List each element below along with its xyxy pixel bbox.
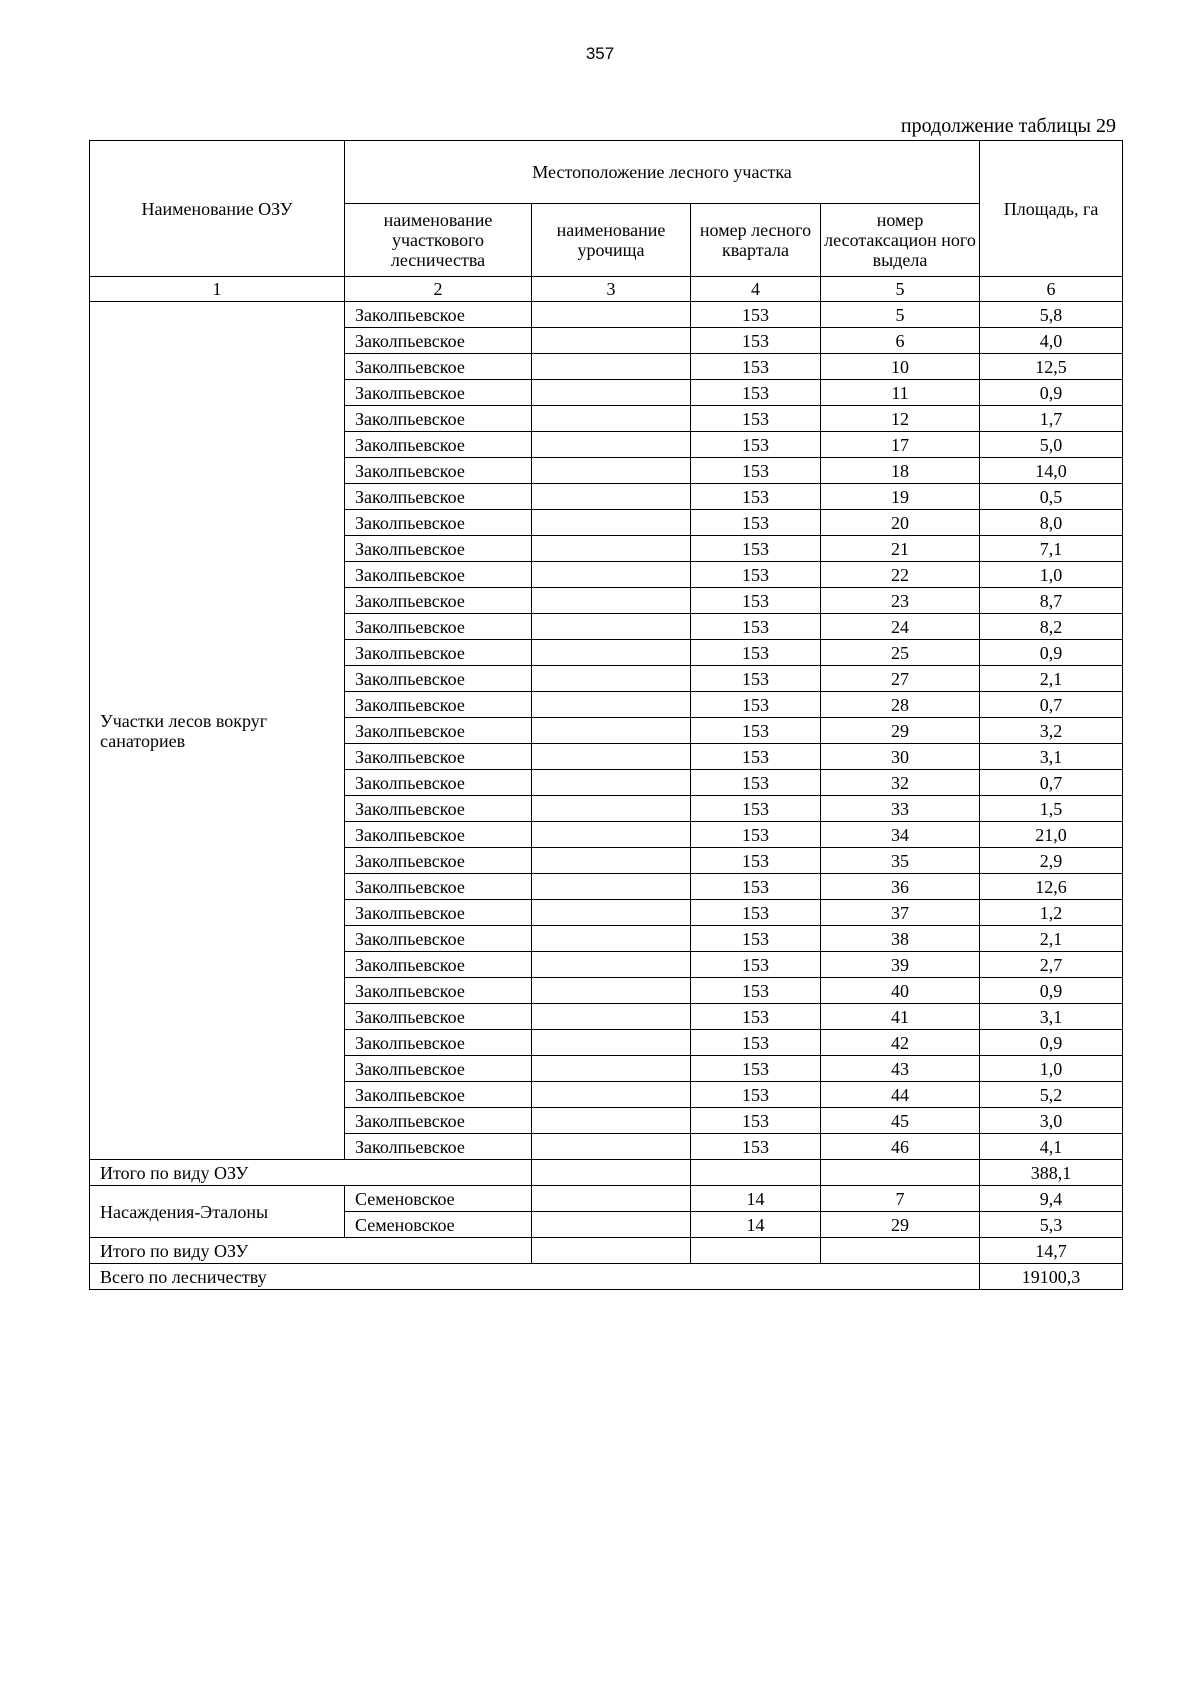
allotment-cell: 40 [821,978,980,1004]
tract-cell [532,1160,691,1186]
quarter-cell: 153 [691,354,821,380]
tract-cell [532,822,691,848]
forestry-cell: Заколпьевское [345,484,532,510]
page-number: 357 [585,44,615,63]
grand-total-area: 19100,3 [980,1264,1123,1290]
allotment-cell: 18 [821,458,980,484]
tract-cell [532,1134,691,1160]
forestry-cell: Заколпьевское [345,822,532,848]
grand-total-row [90,1264,1123,1290]
forestry-cell: Заколпьевское [345,874,532,900]
forestry-cell: Семеновское [345,1186,532,1212]
allotment-cell: 6 [821,328,980,354]
ozu-table [89,140,1123,1290]
area-cell: 2,7 [980,952,1123,978]
tract-cell [532,588,691,614]
tract-cell [532,484,691,510]
allotment-cell: 38 [821,926,980,952]
forestry-cell: Заколпьевское [345,796,532,822]
quarter-cell: 153 [691,666,821,692]
tract-cell [532,1056,691,1082]
allotment-cell: 5 [821,302,980,328]
area-cell: 0,7 [980,692,1123,718]
table-continuation-caption: продолжение таблицы 29 [900,115,1116,137]
allotment-cell: 33 [821,796,980,822]
tract-cell [532,1212,691,1238]
tract-cell [532,432,691,458]
allotment-cell: 30 [821,744,980,770]
allotment-cell: 37 [821,900,980,926]
area-cell: 5,8 [980,302,1123,328]
tract-cell [532,926,691,952]
allotment-cell: 42 [821,1030,980,1056]
allotment-cell: 20 [821,510,980,536]
forestry-cell: Заколпьевское [345,978,532,1004]
tract-cell [532,510,691,536]
column-number: 4 [691,277,821,302]
area-cell: 5,3 [980,1212,1123,1238]
allotment-cell: 17 [821,432,980,458]
quarter-cell: 153 [691,588,821,614]
area-cell: 1,0 [980,562,1123,588]
quarter-cell: 153 [691,432,821,458]
forestry-cell: Заколпьевское [345,406,532,432]
forestry-cell: Заколпьевское [345,952,532,978]
allotment-cell: 7 [821,1186,980,1212]
forestry-cell: Заколпьевское [345,562,532,588]
quarter-cell [691,1160,821,1186]
area-cell: 5,0 [980,432,1123,458]
quarter-cell: 153 [691,1030,821,1056]
allotment-cell: 10 [821,354,980,380]
quarter-cell: 153 [691,744,821,770]
forestry-cell: Заколпьевское [345,900,532,926]
forestry-cell: Заколпьевское [345,848,532,874]
tract-cell [532,1238,691,1264]
area-cell: 3,1 [980,1004,1123,1030]
allotment-cell: 29 [821,718,980,744]
grand-total-label: Всего по лесничеству [90,1264,980,1290]
area-cell: 8,7 [980,588,1123,614]
subtotal-row [90,1238,1123,1264]
ozu-name-reference-stands: Насаждения-Эталоны [90,1186,345,1238]
allotment-cell: 32 [821,770,980,796]
quarter-cell: 14 [691,1186,821,1212]
forestry-cell: Заколпьевское [345,458,532,484]
quarter-cell: 153 [691,978,821,1004]
quarter-cell: 153 [691,822,821,848]
allotment-cell: 25 [821,640,980,666]
quarter-cell: 153 [691,796,821,822]
subtotal-label: Итого по виду ОЗУ [90,1238,532,1264]
quarter-cell: 153 [691,640,821,666]
quarter-cell: 153 [691,562,821,588]
forestry-cell: Заколпьевское [345,536,532,562]
tract-cell [532,302,691,328]
quarter-cell: 153 [691,406,821,432]
quarter-cell: 153 [691,1056,821,1082]
quarter-cell: 153 [691,614,821,640]
area-cell: 12,6 [980,874,1123,900]
quarter-cell: 153 [691,848,821,874]
column-number-row [90,277,1123,302]
tract-cell [532,796,691,822]
header-tract: наименование урочища [532,204,691,277]
tract-cell [532,614,691,640]
quarter-cell: 153 [691,536,821,562]
column-number: 5 [821,277,980,302]
subtotal-area: 14,7 [980,1238,1123,1264]
allotment-cell: 41 [821,1004,980,1030]
tract-cell [532,536,691,562]
forestry-cell: Заколпьевское [345,1056,532,1082]
area-cell: 1,5 [980,796,1123,822]
forestry-cell: Заколпьевское [345,640,532,666]
area-cell: 9,4 [980,1186,1123,1212]
quarter-cell: 153 [691,1134,821,1160]
forestry-cell: Заколпьевское [345,1082,532,1108]
allotment-cell: 34 [821,822,980,848]
area-cell: 1,7 [980,406,1123,432]
quarter-cell: 153 [691,952,821,978]
quarter-cell: 153 [691,1082,821,1108]
tract-cell [532,770,691,796]
area-cell: 12,5 [980,354,1123,380]
tract-cell [532,718,691,744]
quarter-cell: 153 [691,1108,821,1134]
allotment-cell: 23 [821,588,980,614]
header-ozu-name: Наименование ОЗУ [90,141,345,277]
allotment-cell [821,1238,980,1264]
quarter-cell: 153 [691,718,821,744]
area-cell: 2,1 [980,666,1123,692]
quarter-cell: 14 [691,1212,821,1238]
allotment-cell [821,1160,980,1186]
quarter-cell: 153 [691,692,821,718]
forestry-cell: Заколпьевское [345,926,532,952]
tract-cell [532,1186,691,1212]
forestry-cell: Заколпьевское [345,1004,532,1030]
subtotal-row [90,1160,1123,1186]
tract-cell [532,1082,691,1108]
forestry-cell: Заколпьевское [345,614,532,640]
allotment-cell: 45 [821,1108,980,1134]
area-cell: 0,5 [980,484,1123,510]
forestry-cell: Заколпьевское [345,666,532,692]
allotment-cell: 27 [821,666,980,692]
forestry-cell: Заколпьевское [345,718,532,744]
quarter-cell: 153 [691,770,821,796]
allotment-cell: 46 [821,1134,980,1160]
quarter-cell: 153 [691,1004,821,1030]
subtotal-area: 388,1 [980,1160,1123,1186]
allotment-cell: 28 [821,692,980,718]
forestry-cell: Заколпьевское [345,588,532,614]
tract-cell [532,640,691,666]
column-number: 2 [345,277,532,302]
table-body [90,302,1123,1290]
header-quarter: номер лесного квартала [691,204,821,277]
allotment-cell: 12 [821,406,980,432]
area-cell: 3,2 [980,718,1123,744]
tract-cell [532,1108,691,1134]
area-cell: 14,0 [980,458,1123,484]
tract-cell [532,692,691,718]
forestry-cell: Семеновское [345,1212,532,1238]
table-row [90,1186,1123,1212]
allotment-cell: 24 [821,614,980,640]
area-cell: 1,2 [980,900,1123,926]
quarter-cell: 153 [691,874,821,900]
forestry-cell: Заколпьевское [345,1108,532,1134]
tract-cell [532,328,691,354]
allotment-cell: 21 [821,536,980,562]
tract-cell [532,848,691,874]
forestry-cell: Заколпьевское [345,432,532,458]
area-cell: 2,9 [980,848,1123,874]
tract-cell [532,354,691,380]
allotment-cell: 29 [821,1212,980,1238]
column-number: 6 [980,277,1123,302]
tract-cell [532,952,691,978]
area-cell: 4,1 [980,1134,1123,1160]
column-number: 1 [90,277,345,302]
area-cell: 8,2 [980,614,1123,640]
forestry-cell: Заколпьевское [345,1030,532,1056]
tract-cell [532,900,691,926]
area-cell: 0,7 [980,770,1123,796]
quarter-cell: 153 [691,484,821,510]
area-cell: 5,2 [980,1082,1123,1108]
header-location: Местоположение лесного участка [345,141,980,204]
header-forestry: наименование участкового лесничества [345,204,532,277]
area-cell: 1,0 [980,1056,1123,1082]
forestry-cell: Заколпьевское [345,510,532,536]
forestry-cell: Заколпьевское [345,692,532,718]
tract-cell [532,1004,691,1030]
forestry-cell: Заколпьевское [345,354,532,380]
area-cell: 7,1 [980,536,1123,562]
tract-cell [532,458,691,484]
quarter-cell: 153 [691,380,821,406]
quarter-cell: 153 [691,328,821,354]
area-cell: 0,9 [980,1030,1123,1056]
area-cell: 3,0 [980,1108,1123,1134]
forestry-cell: Заколпьевское [345,380,532,406]
area-cell: 3,1 [980,744,1123,770]
column-number: 3 [532,277,691,302]
quarter-cell: 153 [691,900,821,926]
forestry-cell: Заколпьевское [345,302,532,328]
allotment-cell: 35 [821,848,980,874]
area-cell: 2,1 [980,926,1123,952]
area-cell: 0,9 [980,978,1123,1004]
quarter-cell [691,1238,821,1264]
subtotal-label: Итого по виду ОЗУ [90,1160,532,1186]
area-cell: 0,9 [980,380,1123,406]
tract-cell [532,666,691,692]
area-cell: 8,0 [980,510,1123,536]
tract-cell [532,1030,691,1056]
forestry-cell: Заколпьевское [345,770,532,796]
quarter-cell: 153 [691,510,821,536]
header-allotment: номер лесотаксацион ного выдела [821,204,980,277]
header-area: Площадь, га [980,141,1123,277]
tract-cell [532,744,691,770]
tract-cell [532,380,691,406]
quarter-cell: 153 [691,458,821,484]
allotment-cell: 36 [821,874,980,900]
allotment-cell: 19 [821,484,980,510]
ozu-name-sanatorium-forests: Участки лесов вокруг санаториев [90,302,345,1160]
forestry-cell: Заколпьевское [345,744,532,770]
allotment-cell: 11 [821,380,980,406]
quarter-cell: 153 [691,302,821,328]
area-cell: 21,0 [980,822,1123,848]
tract-cell [532,562,691,588]
tract-cell [532,978,691,1004]
allotment-cell: 43 [821,1056,980,1082]
area-cell: 0,9 [980,640,1123,666]
area-cell: 4,0 [980,328,1123,354]
forestry-cell: Заколпьевское [345,328,532,354]
allotment-cell: 22 [821,562,980,588]
quarter-cell: 153 [691,926,821,952]
allotment-cell: 39 [821,952,980,978]
tract-cell [532,874,691,900]
tract-cell [532,406,691,432]
allotment-cell: 44 [821,1082,980,1108]
forestry-cell: Заколпьевское [345,1134,532,1160]
table-row [90,302,1123,328]
